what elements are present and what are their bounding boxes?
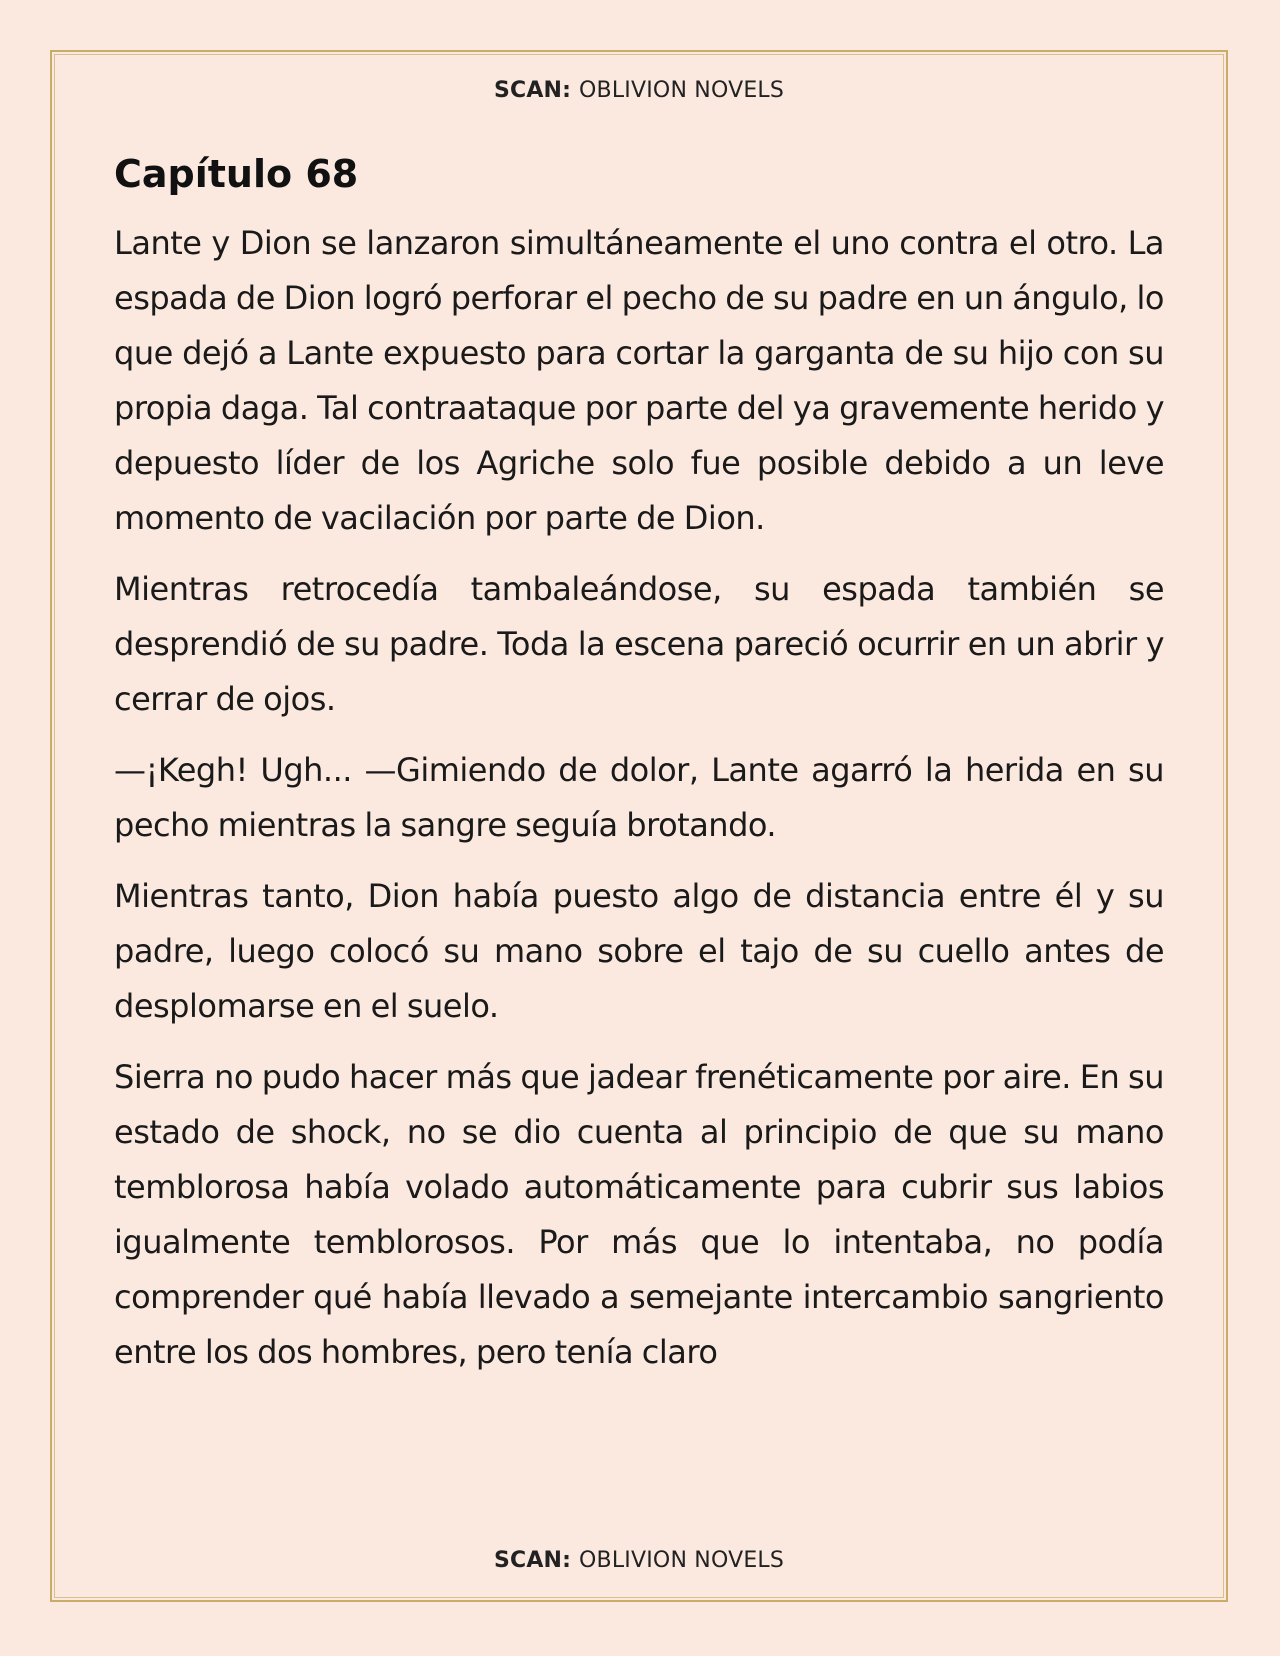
paragraph: Mientras tanto, Dion había puesto algo de distancia entre él y su padre, luego colocó su mano sobre el tajo de su cuello antes de desplomarse en el suelo. [114,876,1164,1025]
chapter-title: Capítulo 68 [114,152,359,196]
page-header [52,78,1226,103]
header-scan-group: OBLIVION NOVELS [579,78,785,103]
page-border-frame [50,50,1228,1602]
page-footer [52,1548,1226,1573]
footer-scan-group: OBLIVION NOVELS [579,1548,785,1573]
footer-label: SCAN: [493,1548,580,1573]
paragraph: Mientras retrocedía tambaleándose, su espada también se desprendió de su padre. Toda la escena pareció ocurrir en un abrir y cerrar de ojos. [114,569,1164,718]
paragraph: —¡Kegh! Ugh... —Gimiendo de dolor, Lante agarró la herida en su pecho mientras la sangre seguía brotando. [114,750,1164,844]
header-label: SCAN: [493,78,580,103]
chapter-content [114,152,1164,1396]
paragraph: Lante y Dion se lanzaron simultáneamente el uno contra el otro. La espada de Dion logró perforar el pecho de su padre en un ángulo, lo que dejó a Lante expuesto para cortar la garganta de su hijo con su propia daga. Tal contraataque por parte del ya gravemente herido y depuesto líder de los Agriche solo fue posible debido a un leve momento de vacilación por parte de Dion. [114,223,1164,537]
paragraph: Sierra no pudo hacer más que jadear frenéticamente por aire. En su estado de shock, no se dio cuenta al principio de que su mano temblorosa había volado automáticamente para cubrir sus labios igualmente temblorosos. Por más que lo intentaba, no podía comprender qué había llevado a semejante intercambio sangriento entre los dos hombres, pero tenía claro [114,1057,1164,1371]
